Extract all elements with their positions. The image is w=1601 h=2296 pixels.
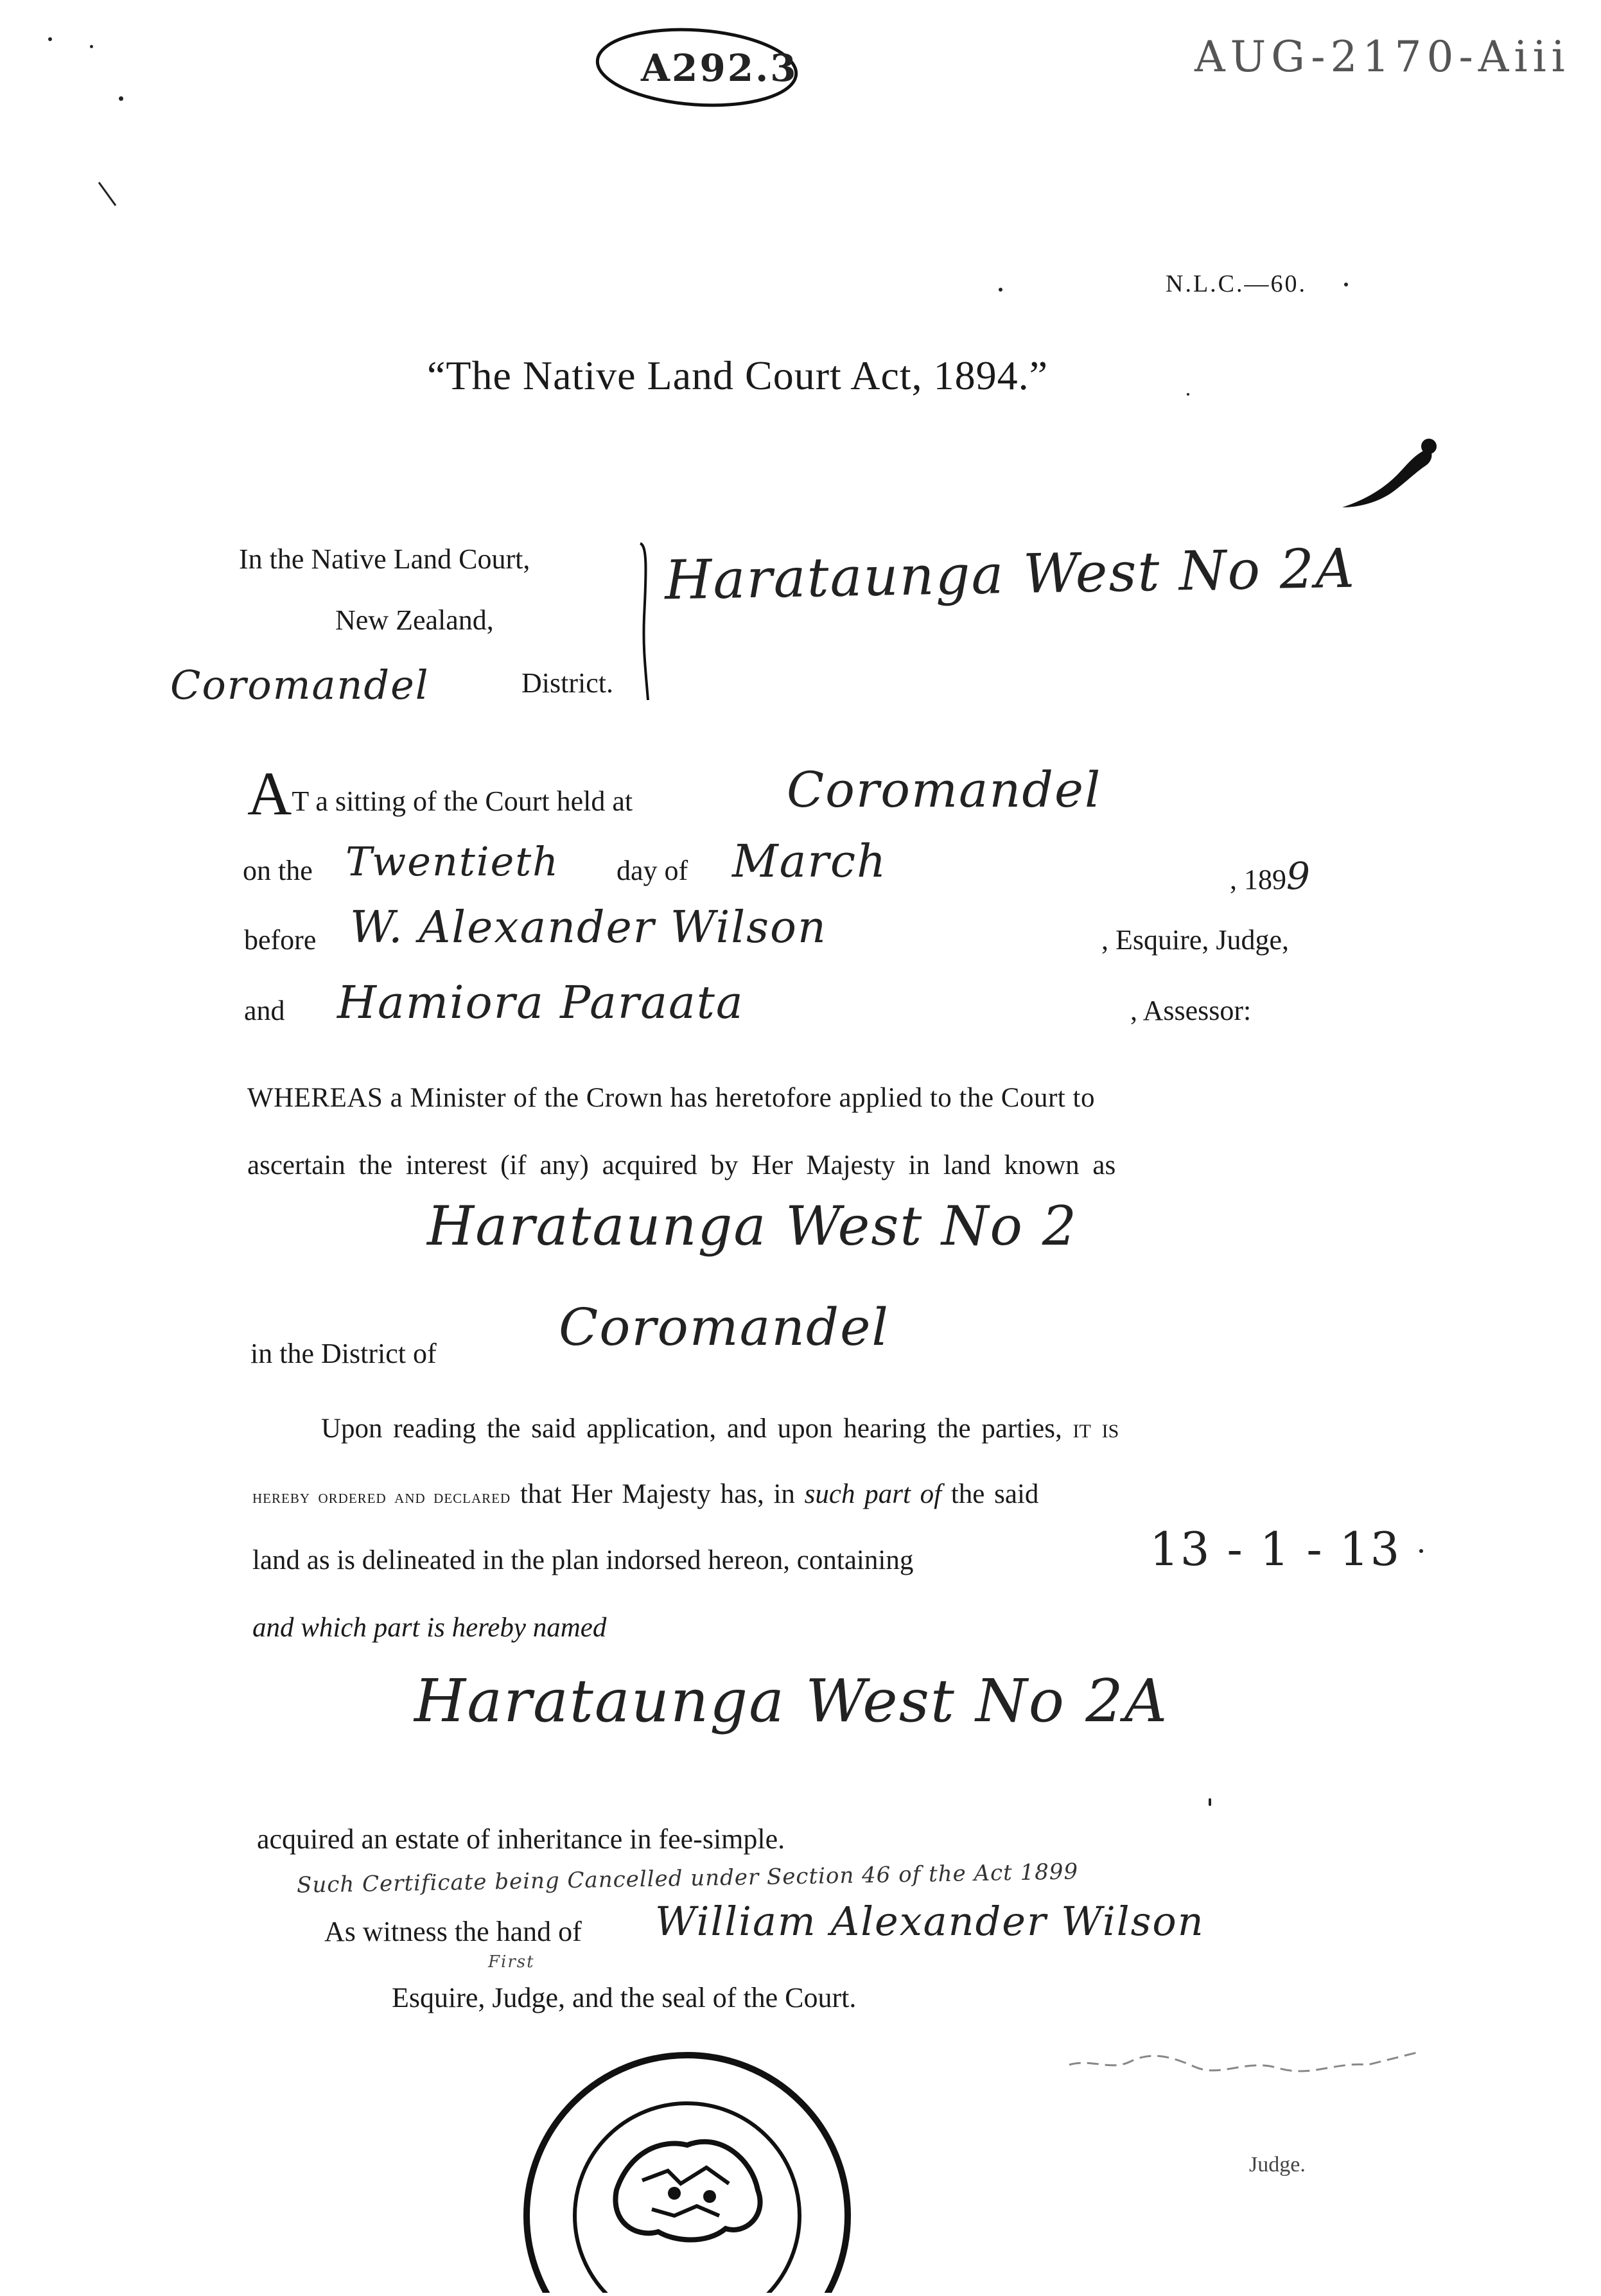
whereas-lead: WHEREAS (247, 1083, 383, 1113)
assessor-label: , Assessor: (1130, 995, 1252, 1026)
hereby-ordered-text: hereby ordered and declared (252, 1486, 511, 1507)
scan-speck (1344, 283, 1348, 286)
block-name-handwritten: Harataunga West No 2A (664, 536, 1356, 612)
court-district-label: District. (521, 667, 613, 699)
court-heading-line2: New Zealand, (335, 604, 494, 636)
esquire-seal-line: Esquire, Judge, and the seal of the Court. (392, 1982, 857, 2013)
acquired-line: acquired an estate of inheritance in fee-simple. (257, 1823, 785, 1855)
ascertain-line: ascertain the interest (if any) acquired by Her Majesty in land known as (247, 1150, 1116, 1180)
sitting-year-printed (1230, 854, 1311, 898)
ink-blot-icon (1336, 430, 1439, 514)
upon-text: Upon reading the said application, and upon hearing the parties, (321, 1414, 1062, 1444)
year-printed: , 189 (1230, 864, 1286, 895)
before-label: before (244, 924, 317, 956)
on-the-label: on the (243, 855, 313, 886)
district-name-handwritten: Coromandel (559, 1297, 889, 1357)
it-is-text: it is (1072, 1414, 1119, 1444)
whereas-text: a Minister of the Crown has heretofore applied to the Court to (390, 1083, 1095, 1113)
document-title: “The Native Land Court Act, 1894.” (427, 353, 1049, 398)
sitting-day-handwritten: Twentieth (346, 838, 560, 885)
court-heading-line1: In the Native Land Court, (239, 543, 530, 575)
court-district-handwritten: Coromandel (170, 662, 430, 708)
first-interlined-handwritten: First (488, 1952, 535, 1972)
scan-speck (48, 37, 52, 41)
judge-name-handwritten: W. Alexander Wilson (350, 902, 827, 953)
the-said-text: the said (950, 1479, 1039, 1509)
judge-signature-icon (1066, 2036, 1426, 2081)
that-her-majesty-text: that Her Majesty has, in (520, 1479, 795, 1509)
witness-line: As witness the hand of (324, 1916, 582, 1947)
sitting-month-handwritten: March (732, 835, 888, 888)
scan-speck (119, 96, 123, 101)
sitting-place-handwritten: Coromandel (787, 761, 1102, 818)
heading-bracket-icon (633, 539, 658, 706)
area-handwritten: 13 - 1 - 13 (1150, 1522, 1401, 1576)
upon-line (321, 1413, 1119, 1444)
judge-label: Judge. (1249, 2153, 1306, 2177)
scan-speck (1187, 393, 1189, 396)
scan-scratch-icon (96, 180, 122, 212)
such-part-text: such part of (804, 1479, 942, 1509)
day-of-label: day of (617, 855, 688, 886)
scan-speck (999, 288, 1002, 292)
sitting-line (247, 758, 633, 829)
form-number: N.L.C.—60. (1166, 270, 1307, 297)
land-as-line: land as is delineated in the plan indorsed hereon, containing (252, 1545, 914, 1575)
named-block-handwritten: Harataunga West No 2A (414, 1667, 1169, 1735)
drop-cap-a: A (247, 759, 292, 828)
district-of-label: in the District of (250, 1338, 437, 1369)
court-seal (514, 2023, 861, 2293)
year-handwritten: 9 (1286, 854, 1311, 898)
witness-name-handwritten: William Alexander Wilson (655, 1898, 1205, 1945)
land-name-handwritten: Harataunga West No 2 (427, 1195, 1078, 1258)
esquire-judge-label: , Esquire, Judge, (1101, 924, 1290, 956)
archive-reference-number: A292.3 (641, 46, 798, 90)
archive-reference-oval (591, 19, 803, 116)
sitting-text: T a sitting of the Court held at (292, 785, 633, 817)
archive-reference-top-right: AUG-2170-Aiii (1194, 32, 1570, 82)
scan-speck (1419, 1549, 1423, 1553)
and-label: and (244, 995, 285, 1026)
which-part-line: and which part is hereby named (252, 1613, 607, 1643)
hereby-line (252, 1478, 1038, 1510)
scan-speck (1209, 1798, 1211, 1806)
cancellation-annotation-handwritten: Such Certificate being Cancelled under Section 46 of the Act 1899 (296, 1859, 1079, 1898)
scan-speck (90, 45, 93, 48)
assessor-name-handwritten: Hamiora Paraata (337, 976, 744, 1029)
whereas-line (247, 1082, 1095, 1114)
